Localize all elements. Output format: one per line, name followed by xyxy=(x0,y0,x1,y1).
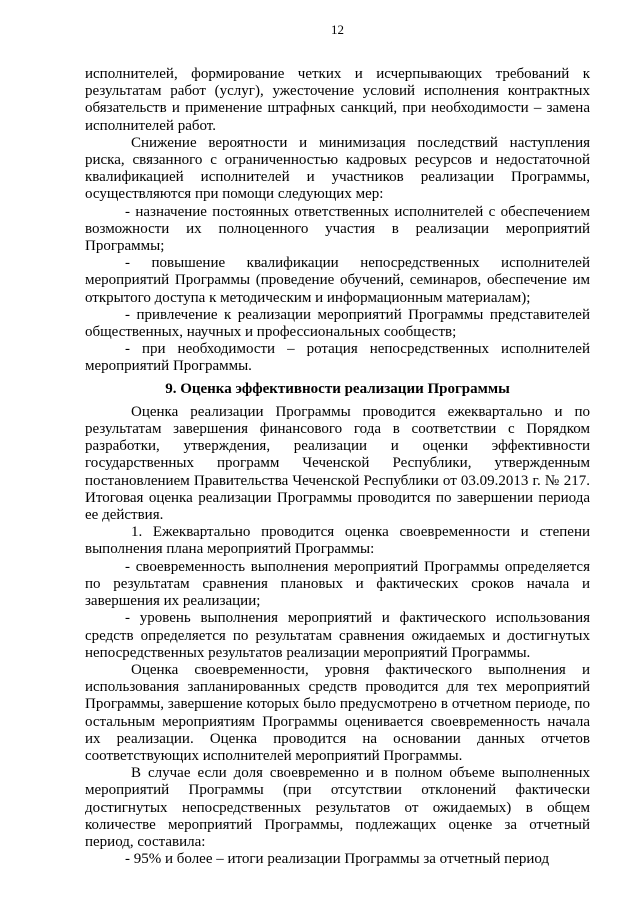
bullet-item: - своевременность выполнения мероприятий Программы определяется по результатам сравнения плановых и фактических сроков начала и завершения их реализации; xyxy=(85,558,590,610)
paragraph: В случае если доля своевременно и в полном объеме выполненных мероприятий Программы (при отсутствии отклонений фактически достигнутых непосредственных результатов от ожидаемых) в общем количестве мероприятий Программы, подлежащих оценке за отчетный период, составила: xyxy=(85,765,590,850)
paragraph: исполнителей, формирование четких и исчерпывающих требований к результатам работ (услуг), ужесточение условий исполнения контрактных обязательств и применение штрафных санкций, при необходимости – замена исполнителей работ. xyxy=(85,66,590,134)
paragraph: Оценка своевременности, уровня фактического выполнения и использования запланированных средств проводится для тех мероприятий Программы, завершение которых было предусмотрено в отчетном периоде, по остальным мероприятиям Программы оценивается своевременность начала их реализации. Оценка проводится на основании данных отчетов соответствующих исполнителей мероприятий Программы. xyxy=(85,661,590,764)
bullet-item: - привлечение к реализации мероприятий Программы представителей общественных, научных и профессиональных сообществ; xyxy=(85,306,590,341)
bullet-item: - назначение постоянных ответственных исполнителей с обеспечением возможности их полноценного участия в реализации мероприятий Программы; xyxy=(85,203,590,255)
section-heading: 9. Оценка эффективности реализации Программы xyxy=(165,380,510,397)
page-number: 12 xyxy=(331,22,344,37)
body-text-bottom xyxy=(85,404,590,868)
bullet-item: - 95% и более – итоги реализации Программы за отчетный период xyxy=(125,851,550,868)
bullet-item: - при необходимости – ротация непосредственных исполнителей мероприятий Программы. xyxy=(85,341,590,375)
paragraph: 1. Ежеквартально проводится оценка своевременности и степени выполнения плана мероприятий Программы: xyxy=(85,524,590,558)
paragraph: Снижение вероятности и минимизация последствий наступления риска, связанного с ограниченностью кадровых ресурсов и недостаточной квалификацией исполнителей и участников реализации Программы, осуществляются при помощи следующих мер: xyxy=(85,134,590,203)
bullet-item: - повышение квалификации непосредственных исполнителей мероприятий Программы (проведение обучений, семинаров, обеспечение им открытого доступа к методическим и информационным материалам); xyxy=(85,255,590,306)
paragraph: Оценка реализации Программы проводится ежеквартально и по результатам завершения финансового года в соответствии с Порядком разработки, утверждения, реализации и оценки эффективности государственных программ Чеченской Республики, утвержденным постановлением Правительства Чеченской Республики от 03.09.2013 г. № 217. Итоговая оценка реализации Программы проводится по завершении периода ее действия. xyxy=(85,403,590,524)
body-text-top xyxy=(85,66,590,376)
bullet-item: - уровень выполнения мероприятий и фактического использования средств определяется по результатам сравнения ожидаемых и достигнутых непосредственных результатов реализации мероприятий Программы. xyxy=(85,610,590,661)
